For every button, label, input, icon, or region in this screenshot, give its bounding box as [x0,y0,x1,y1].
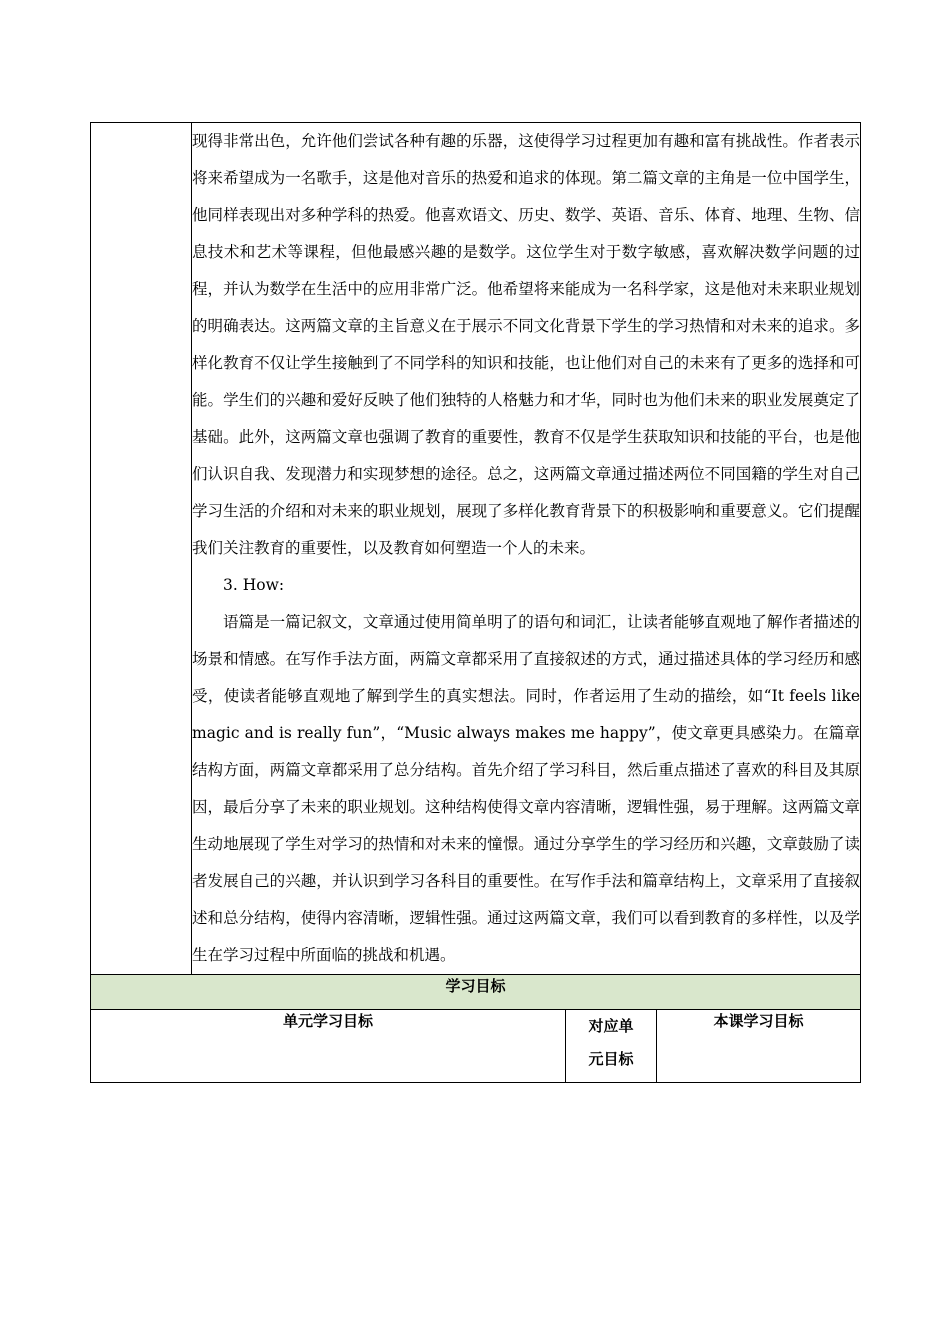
analysis-paragraph: 现得非常出色，允许他们尝试各种有趣的乐器，这使得学习过程更加有趣和富有挑战性。作者表示将来希望成为一名歌手，这是他对音乐的热爱和追求的体现。第二篇文章的主角是一位中国学生，他同样表现出对多种学科的热爱。他喜欢语文、历史、数学、英语、音乐、体育、地理、生物、信息技术和艺术等课程，但他最感兴趣的是数学。这位学生对于数字敏感，喜欢解决数学问题的过程，并认为数学在生活中的应用非常广泛。他希望将来能成为一名科学家，这是他对未来职业规划的明确表达。这两篇文章的主旨意义在于展示不同文化背景下学生的学习热情和对未来的追求。多样化教育不仅让学生接触到了不同学科的知识和技能，也让他们对自己的未来有了更多的选择和可能。学生们的兴趣和爱好反映了他们独特的人格魅力和才华，同时也为他们未来的职业发展奠定了基础。此外，这两篇文章也强调了教育的重要性，教育不仅是学生获取知识和技能的平台，也是他们认识自我、发现潜力和实现梦想的途径。总之，这两篇文章通过描述两位不同国籍的学生对自己学习生活的介绍和对未来的职业规划，展现了多样化教育背景下的积极影响和重要意义。它们提醒我们关注教育的重要性，以及教育如何塑造一个人的未来。 [192,132,861,557]
label-cell [91,123,192,975]
how-heading: 3. How: [223,576,285,594]
lesson-goals-header: 本课学习目标 [657,1010,861,1083]
unit-goals-header: 单元学习目标 [91,1010,566,1083]
analysis-row [91,123,861,975]
corresponding-unit-goals-header [566,1010,657,1083]
goals-header-row [91,1010,861,1083]
corresponding-header-line-1: 对应单 [588,1017,634,1035]
goals-heading-row [91,975,861,1010]
lesson-plan-table [90,122,861,1083]
analysis-content-cell [192,123,861,975]
corresponding-header-line-2: 元目标 [588,1050,634,1068]
how-paragraph: 语篇是一篇记叙文，文章通过使用简单明了的语句和词汇，让读者能够直观地了解作者描述的场景和情感。在写作手法方面，两篇文章都采用了直接叙述的方式，通过描述具体的学习经历和感受，使读者能够直观地了解到学生的真实想法。同时，作者运用了生动的描绘，如“It feels like magic and is really fun”，“Music always makes me happy”，使文章更具感染力。在篇章结构方面，两篇文章都采用了总分结构。首先介绍了学习科目，然后重点描述了喜欢的科目及其原因，最后分享了未来的职业规划。这种结构使得文章内容清晰，逻辑性强，易于理解。这两篇文章生动地展现了学生对学习的热情和对未来的憧憬。通过分享学生的学习经历和兴趣，文章鼓励了读者发展自己的兴趣，并认识到学习各科目的重要性。在写作手法和篇章结构上，文章采用了直接叙述和总分结构，使得内容清晰，逻辑性强。通过这两篇文章，我们可以看到教育的多样性，以及学生在学习过程中所面临的挑战和机遇。 [192,613,861,964]
goals-heading: 学习目标 [91,975,861,1010]
